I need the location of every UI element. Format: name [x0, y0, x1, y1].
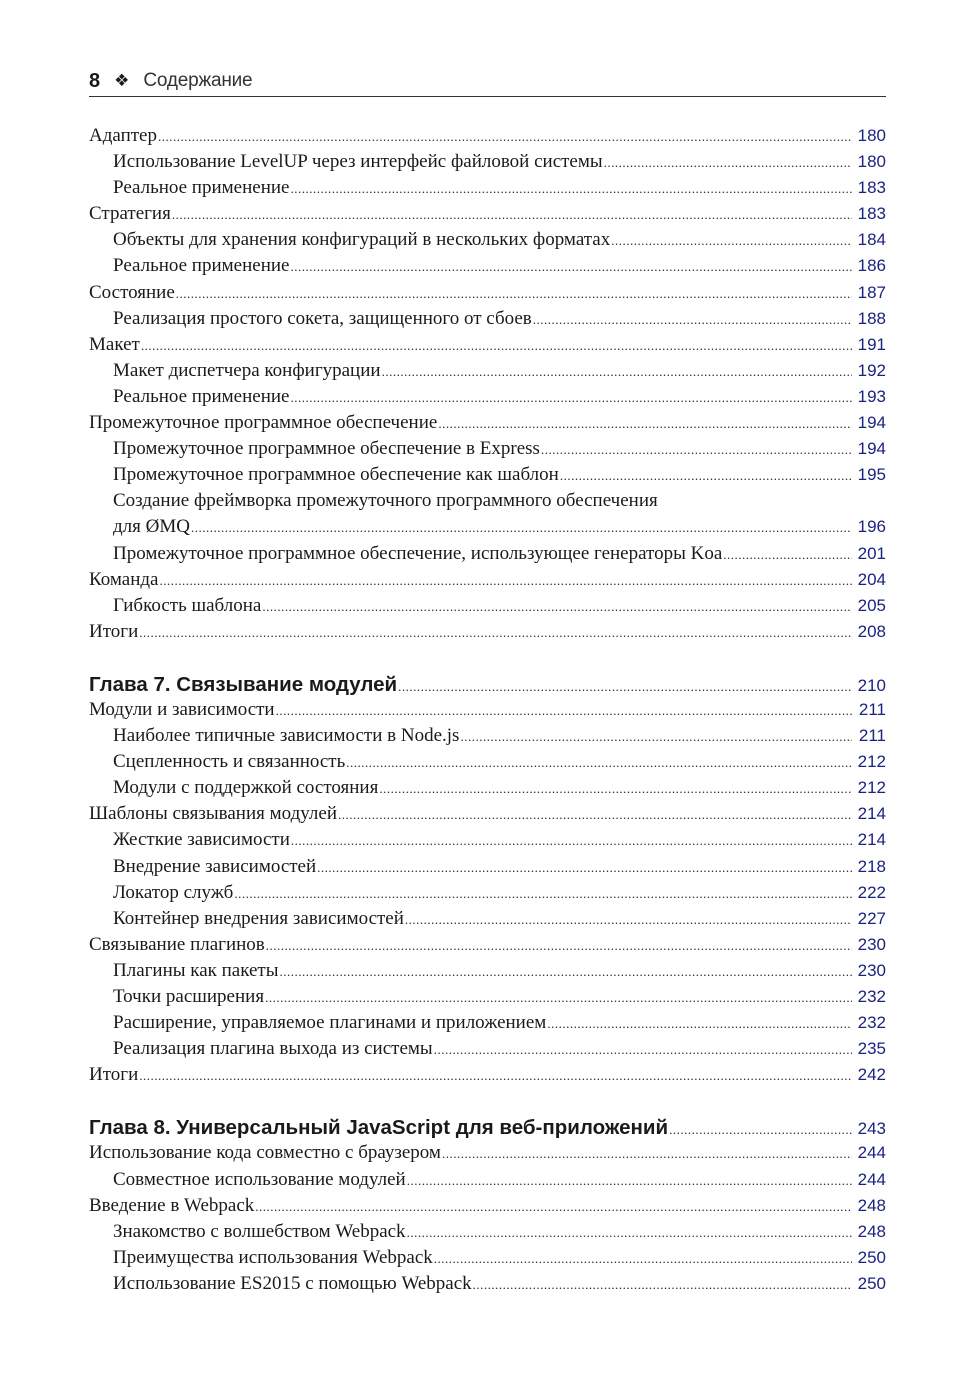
toc-entry-page: 214 [857, 804, 886, 824]
table-of-contents [89, 125, 886, 1299]
page-number: 8 [89, 70, 101, 92]
toc-entry[interactable] [89, 282, 886, 308]
toc-entry-title: Локатор служб [113, 881, 234, 903]
toc-entry[interactable] [89, 125, 886, 151]
dot-leader [604, 155, 852, 171]
dot-leader [290, 181, 852, 197]
toc-entry[interactable] [89, 1142, 886, 1168]
toc-entry-page: 212 [857, 752, 886, 772]
toc-entry-page: 188 [857, 308, 886, 328]
dot-leader [139, 625, 852, 641]
toc-entry[interactable] [89, 908, 886, 934]
dot-leader [405, 912, 852, 928]
toc-entry-page: 214 [857, 830, 886, 850]
dot-leader [141, 338, 852, 354]
toc-entry-title: Реализация простого сокета, защищенного от сбоев [113, 307, 532, 329]
toc-entry[interactable] [89, 1064, 886, 1090]
dot-leader [473, 1277, 852, 1293]
toc-entry[interactable] [89, 203, 886, 229]
toc-entry-page: 194 [857, 413, 886, 433]
toc-entry-title: Стратегия [89, 203, 171, 225]
toc-entry-page: 230 [857, 934, 886, 954]
toc-entry-title: Реальное применение [113, 255, 290, 277]
toc-entry[interactable] [89, 543, 886, 569]
toc-entry-title: Наиболее типичные зависимости в Node.js [113, 725, 460, 747]
toc-entry[interactable] [89, 334, 886, 360]
toc-entry-page: 227 [857, 908, 886, 928]
toc-entry-title: Сцепленность и связанность [113, 751, 346, 773]
toc-entry-title: Внедрение зависимостей [113, 855, 317, 877]
toc-entry-title: Макет диспетчера конфигурации [113, 359, 381, 381]
dot-leader [611, 233, 852, 249]
toc-entry-page: 248 [857, 1221, 886, 1241]
toc-entry-title: Модули с поддержкой состояния [113, 777, 379, 799]
toc-entry-title: Знакомство с волшебством Webpack [113, 1220, 406, 1242]
dot-leader [266, 938, 852, 954]
toc-entry-page: 242 [857, 1065, 886, 1085]
dot-leader [434, 1042, 852, 1058]
toc-entry-page: 235 [857, 1039, 886, 1059]
toc-entry[interactable] [89, 412, 886, 438]
toc-entry-title: Промежуточное программное обеспечение, использующее генераторы Koa [113, 542, 723, 564]
toc-entry-title: Реализация плагина выхода из системы [113, 1038, 433, 1060]
toc-entry-title: Итоги [89, 1064, 139, 1086]
dot-leader [338, 807, 852, 823]
dot-leader [460, 729, 852, 745]
diamond-ornament-icon: ❖ [114, 71, 130, 91]
toc-entry-page: 244 [857, 1143, 886, 1163]
toc-entry[interactable] [89, 1247, 886, 1273]
running-title: Содержание [143, 70, 253, 91]
dot-leader [159, 573, 852, 589]
toc-entry-page: 191 [857, 334, 886, 354]
toc-chapter-heading[interactable] [89, 673, 886, 699]
toc-entry[interactable] [89, 1012, 886, 1038]
toc-chapter-heading[interactable] [89, 1116, 886, 1142]
toc-entry-title: Шаблоны связывания модулей [89, 803, 337, 825]
toc-entry-page: 218 [857, 856, 886, 876]
toc-entry[interactable] [89, 386, 886, 412]
toc-entry[interactable] [89, 569, 886, 595]
toc-entry[interactable] [89, 986, 886, 1012]
chapter-title: Глава 8. Универсальный JavaScript для веб-приложений [89, 1116, 669, 1140]
dot-leader [547, 1016, 852, 1032]
dot-leader [407, 1173, 852, 1189]
toc-entry-page: 250 [857, 1247, 886, 1267]
dot-leader [191, 520, 852, 536]
dot-leader [723, 547, 852, 563]
toc-entry-title: Макет [89, 333, 140, 355]
toc-entry-title: Модули и зависимости [89, 698, 275, 720]
toc-entry-page: 196 [857, 517, 886, 537]
dot-leader [442, 1146, 852, 1162]
toc-entry-page: 232 [857, 987, 886, 1006]
toc-entry-title-continued: для ØMQ [113, 516, 190, 538]
toc-entry[interactable] [89, 1169, 886, 1195]
dot-leader [139, 1068, 852, 1084]
dot-leader [290, 259, 852, 275]
dot-leader [280, 964, 853, 980]
toc-entry-title: Состояние [89, 281, 175, 303]
toc-entry[interactable] [89, 308, 886, 334]
toc-entry-title: Объекты для хранения конфигураций в нескольких форматах [113, 229, 611, 251]
toc-entry[interactable] [89, 751, 886, 777]
dot-leader [158, 129, 852, 145]
toc-entry-title: Использование кода совместно с браузером [89, 1142, 441, 1164]
dot-leader [407, 1225, 852, 1241]
page-header [89, 66, 886, 97]
dot-leader [176, 286, 852, 302]
toc-entry[interactable] [89, 725, 886, 751]
toc-entry-title: Гибкость шаблона [113, 594, 262, 616]
chapter-title: Глава 7. Связывание модулей [89, 672, 398, 696]
toc-entry-page: 183 [857, 178, 886, 198]
toc-entry[interactable] [89, 255, 886, 281]
toc-entry-page: 248 [857, 1195, 886, 1215]
dot-leader [382, 364, 852, 380]
toc-entry-page: 250 [857, 1273, 886, 1293]
toc-entry[interactable] [89, 882, 886, 908]
toc-entry-first-line[interactable] [89, 490, 886, 516]
dot-leader [290, 390, 852, 406]
toc-entry-title: Реальное применение [113, 385, 290, 407]
toc-entry-page: 204 [857, 569, 886, 589]
toc-entry-page: 180 [857, 152, 886, 172]
toc-entry-page: 210 [857, 675, 886, 695]
toc-entry-title: Преимущества использования Webpack [113, 1246, 433, 1268]
toc-entry-title: Точки расширения [113, 986, 265, 1007]
toc-entry-page: 186 [857, 256, 886, 276]
toc-entry-page: 211 [858, 699, 886, 719]
dot-leader [669, 1122, 852, 1138]
toc-entry[interactable] [89, 177, 886, 203]
toc-entry-page: 187 [857, 282, 886, 302]
dot-leader [560, 468, 852, 484]
dot-leader [398, 679, 852, 695]
toc-entry-title: Плагины как пакеты [113, 959, 279, 981]
toc-entry-page: 192 [857, 360, 886, 380]
dot-leader [276, 703, 852, 719]
toc-entry-page: 201 [857, 543, 886, 563]
dot-leader [541, 442, 852, 458]
toc-entry-page: 184 [857, 230, 886, 250]
toc-entry[interactable] [89, 464, 886, 490]
dot-leader [172, 207, 852, 223]
toc-entry-page: 211 [858, 726, 886, 746]
toc-entry-title: Адаптер [89, 125, 157, 146]
toc-entry[interactable] [89, 1195, 886, 1221]
toc-entry[interactable] [89, 1038, 886, 1064]
toc-entry[interactable] [89, 777, 886, 803]
toc-entry-title: Введение в Webpack [89, 1194, 255, 1216]
toc-entry-title: Жесткие зависимости [113, 829, 290, 851]
toc-entry-title: Итоги [89, 620, 139, 642]
dot-leader [533, 312, 852, 328]
toc-entry-page: 180 [857, 126, 886, 145]
dot-leader [346, 755, 852, 771]
toc-entry-title: Использование ES2015 с помощью Webpack [113, 1272, 472, 1294]
toc-entry-page: 194 [857, 439, 886, 459]
toc-entry[interactable] [89, 960, 886, 986]
toc-entry-page: 195 [857, 465, 886, 485]
toc-entry-title: Реальное применение [113, 177, 290, 199]
toc-entry-title: Расширение, управляемое плагинами и приложением [113, 1012, 547, 1034]
toc-entry-title: Контейнер внедрения зависимостей [113, 907, 404, 929]
toc-entry-title: Совместное использование модулей [113, 1168, 406, 1190]
toc-entry[interactable] [89, 803, 886, 829]
toc-entry[interactable] [89, 856, 886, 882]
toc-entry-page: 230 [857, 960, 886, 980]
dot-leader [434, 1251, 852, 1267]
dot-leader [438, 416, 852, 432]
dot-leader [234, 886, 852, 902]
toc-entry[interactable] [89, 229, 886, 255]
toc-entry-title: Промежуточное программное обеспечение в Express [113, 438, 540, 460]
toc-entry-page: 205 [857, 595, 886, 615]
toc-entry[interactable] [89, 621, 886, 647]
toc-entry-title: Промежуточное программное обеспечение [89, 412, 438, 434]
toc-entry[interactable] [89, 934, 886, 960]
dot-leader [262, 599, 852, 615]
toc-entry[interactable] [89, 438, 886, 464]
dot-leader [379, 781, 852, 797]
toc-entry[interactable] [89, 1221, 886, 1247]
dot-leader [291, 833, 852, 849]
toc-entry-page: 243 [857, 1119, 886, 1139]
toc-entry-page: 244 [857, 1169, 886, 1189]
toc-entry[interactable] [89, 360, 886, 386]
toc-entry[interactable] [89, 829, 886, 855]
toc-entry-page: 222 [857, 882, 886, 902]
toc-entry-title: Создание фреймворка промежуточного программного обеспечения [113, 490, 658, 512]
toc-entry-title: Команда [89, 568, 159, 590]
dot-leader [265, 990, 852, 1006]
toc-entry-page: 193 [857, 386, 886, 406]
toc-entry[interactable] [89, 699, 886, 725]
toc-entry-page: 208 [857, 621, 886, 641]
toc-entry[interactable] [89, 1273, 886, 1299]
toc-entry[interactable] [89, 151, 886, 177]
toc-entry-title: Связывание плагинов [89, 933, 265, 955]
toc-entry-title: Использование LevelUP через интерфейс файловой системы [113, 151, 603, 173]
toc-entry-title: Промежуточное программное обеспечение как шаблон [113, 464, 559, 486]
toc-entry[interactable] [89, 595, 886, 621]
dot-leader [317, 860, 852, 876]
toc-entry-page: 183 [857, 204, 886, 224]
toc-entry-page: 212 [857, 778, 886, 798]
dot-leader [255, 1199, 852, 1215]
toc-entry[interactable] [89, 516, 886, 542]
toc-entry-page: 232 [857, 1013, 886, 1033]
